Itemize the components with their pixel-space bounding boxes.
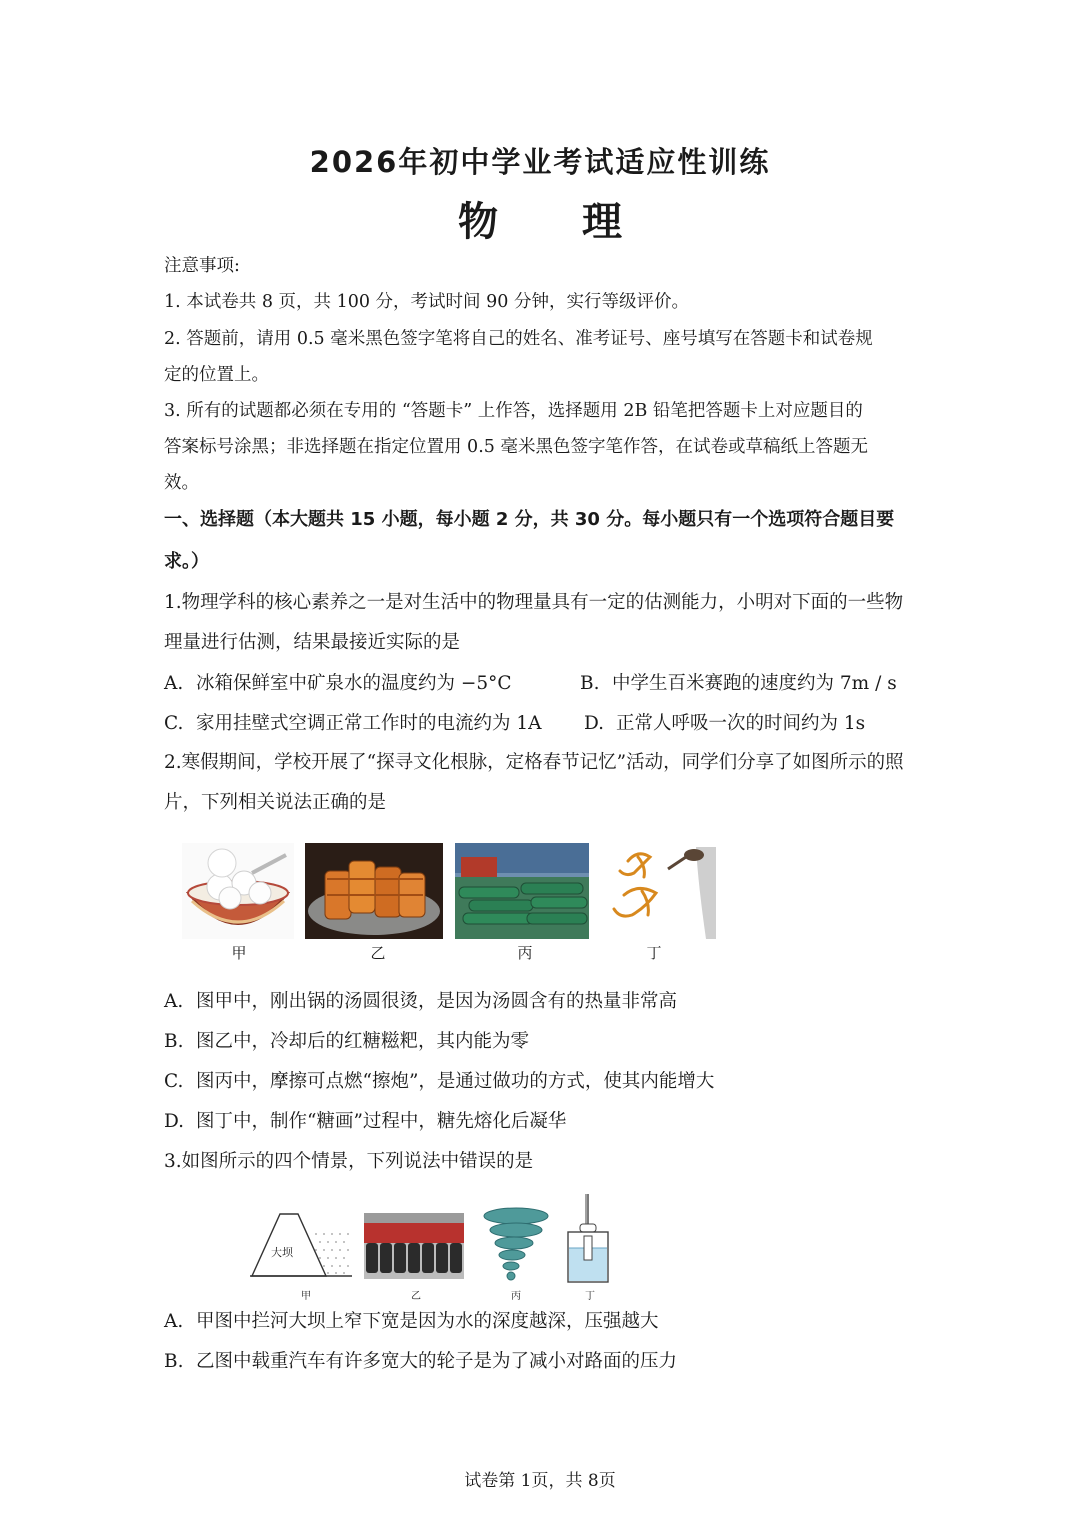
notice-line-3b: 答案标号涂黑；非选择题在指定位置用 0.5 毫米黑色签字笔作答，在试卷或草稿纸上答题无 [164, 437, 868, 457]
option-key: A. [164, 1311, 184, 1332]
q1-option-a [164, 672, 512, 696]
q2-option-c [164, 1070, 714, 1094]
q3-caption-bing: 丙 [511, 1291, 521, 1302]
q3-stem: 3.如图所示的四个情景，下列说法中错误的是 [164, 1151, 534, 1172]
q2-stem-b: 片，下列相关说法正确的是 [164, 792, 387, 813]
q2-photo-firecrackers [455, 843, 589, 939]
notice-line-3a: 3. 所有的试题都必须在专用的 “答题卡” 上作答，选择题用 2B 铅笔把答题卡上对应题目的 [164, 401, 863, 421]
dam-label: 大坝 [271, 1246, 293, 1259]
q1-option-d [584, 712, 865, 736]
q3-caption-ding: 丁 [585, 1291, 595, 1302]
option-key: C. [164, 1071, 184, 1092]
notice-heading: 注意事项: [164, 256, 240, 276]
q2-option-d [164, 1110, 566, 1134]
q2-option-a [164, 990, 677, 1014]
q2-photo-tangyuan [182, 843, 294, 939]
option-key: A. [164, 673, 184, 694]
option-text: 乙图中载重汽车有许多宽大的轮子是为了减小对路面的压力 [196, 1351, 678, 1372]
section-heading-a: 一、选择题（本大题共 15 小题，每小题 2 分，共 30 分。每小题只有一个选项符合题目要 [164, 509, 895, 530]
section-heading-b: 求。） [164, 551, 209, 572]
page-footer: 试卷第 1页，共 8页 [464, 1471, 616, 1491]
q3-figure-truck [364, 1213, 464, 1279]
q1-option-c [164, 712, 542, 736]
subject-title [0, 190, 1080, 247]
option-key: A. [164, 991, 184, 1012]
q2-caption-ding: 丁 [646, 944, 662, 962]
option-text: 正常人呼吸一次的时间约为 1s [616, 713, 866, 734]
option-text: 家用挂壁式空调正常工作时的电流约为 1A [196, 713, 542, 734]
option-key: C. [164, 713, 184, 734]
option-key: B. [164, 1351, 184, 1372]
notice-line-2a: 2. 答题前，请用 0.5 毫米黑色签字笔将自己的姓名、准考证号、座号填写在答题卡和试卷规 [164, 329, 873, 349]
option-key: D. [164, 1111, 185, 1132]
exam-title: 2026年初中学业考试适应性训练 [309, 145, 771, 179]
option-text: 甲图中拦河大坝上窄下宽是因为水的深度越深，压强越大 [196, 1311, 659, 1332]
q3-caption-yi: 乙 [411, 1291, 421, 1302]
q2-photo-ciba [305, 843, 443, 939]
q3-caption-jia: 甲 [301, 1291, 311, 1302]
subject-char-2: 理 [582, 199, 622, 245]
option-key: B. [580, 673, 600, 694]
q2-caption-yi: 乙 [370, 944, 386, 962]
q3-option-a [164, 1310, 659, 1334]
q2-photo-sugar-painting [598, 843, 716, 939]
q2-caption-bing: 丙 [517, 944, 533, 962]
q1-stem-b: 理量进行估测，结果最接近实际的是 [164, 632, 461, 653]
option-key: D. [584, 713, 605, 734]
q1-option-b [580, 672, 897, 696]
q3-option-b [164, 1350, 677, 1374]
option-key: B. [164, 1031, 184, 1052]
notice-line-1: 1. 本试卷共 8 页，共 100 分，考试时间 90 分钟，实行等级评价。 [164, 292, 689, 312]
notice-line-2b: 定的位置上。 [164, 365, 269, 385]
q2-caption-jia: 甲 [231, 944, 247, 962]
q2-stem-a: 2.寒假期间，学校开展了“探寻文化根脉，定格春节记忆”活动，同学们分享了如图所示的照 [164, 752, 904, 773]
option-text: 图丙中，摩擦可点燃“擦炮”，是通过做功的方式，使其内能增大 [196, 1071, 715, 1092]
q3-figure-dam [250, 1210, 352, 1280]
option-text: 中学生百米赛跑的速度约为 7m / s [612, 673, 897, 694]
option-text: 图丁中，制作“糖画”过程中，糖先熔化后凝华 [196, 1111, 567, 1132]
q3-figure-cylinder [564, 1192, 612, 1286]
option-text: 冰箱保鲜室中矿泉水的温度约为 −5°C [196, 673, 512, 694]
option-text: 图甲中，刚出锅的汤圆很烫，是因为汤圆含有的热量非常高 [196, 991, 678, 1012]
q2-option-b [164, 1030, 529, 1054]
option-text: 图乙中，冷却后的红糖糍粑，其内能为零 [196, 1031, 530, 1052]
q1-stem-a: 1.物理学科的核心素养之一是对生活中的物理量具有一定的估测能力，小明对下面的一些物 [164, 592, 904, 613]
q3-figure-tornado [480, 1206, 552, 1286]
notice-line-3c: 效。 [164, 473, 199, 493]
subject-char-1: 物 [458, 199, 498, 245]
